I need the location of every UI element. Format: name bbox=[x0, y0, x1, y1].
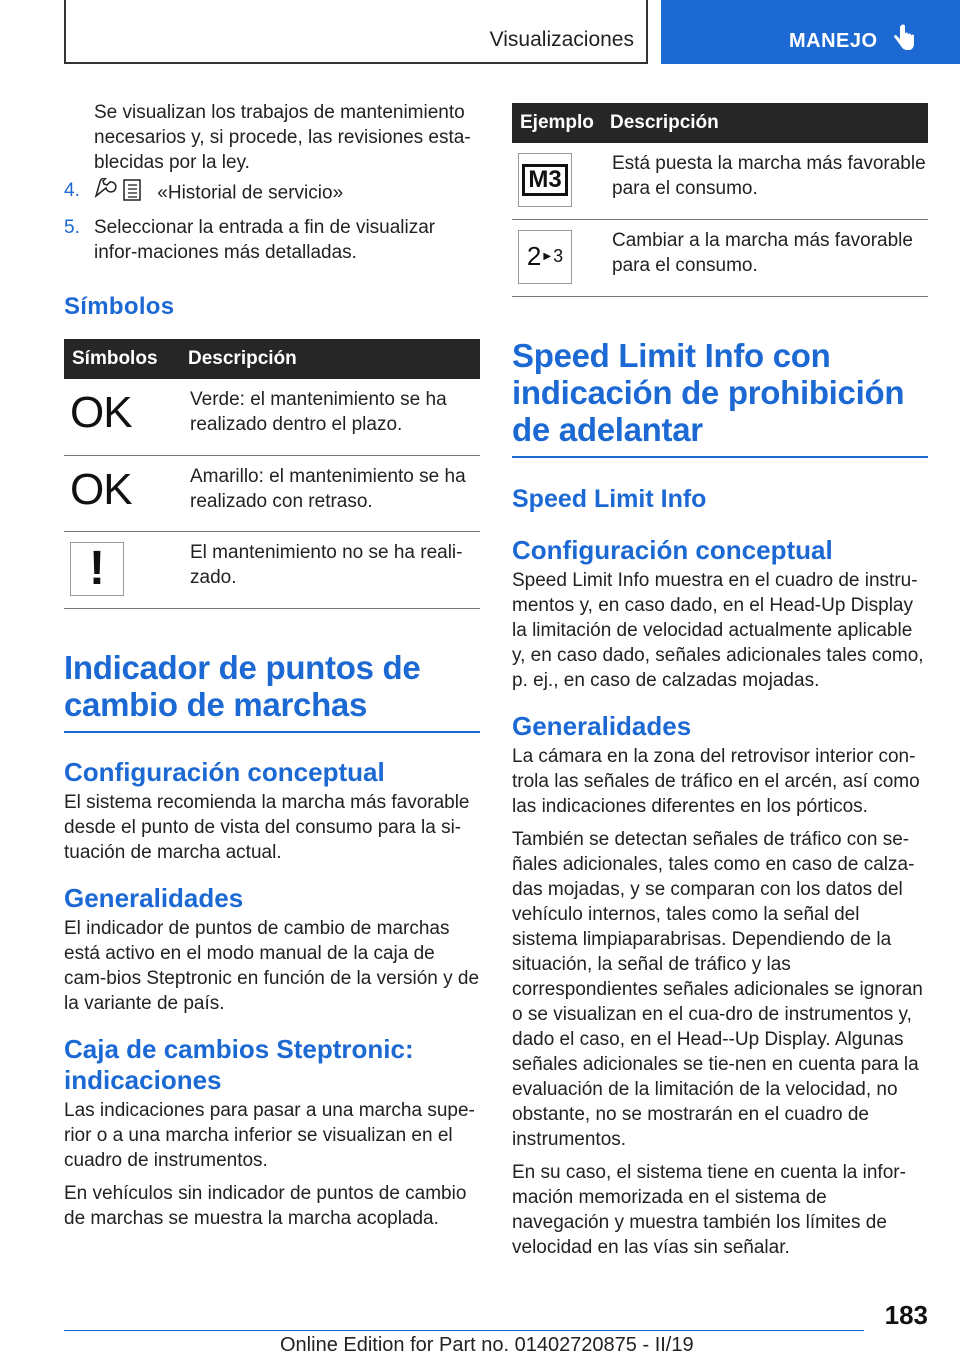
gear-m3-icon bbox=[518, 153, 572, 207]
page-number: 183 bbox=[884, 1300, 928, 1330]
section-title-block bbox=[64, 649, 480, 733]
table-row bbox=[64, 379, 480, 455]
hand-pointer-icon bbox=[893, 24, 915, 57]
gear-shift-icon bbox=[518, 230, 572, 284]
example-description: Está puesta la marcha más favorable para el consumo. bbox=[602, 143, 928, 219]
general-text: El indicador de puntos de cambio de marchas está activo en el modo manual de la caja de cam-bios Steptronic en función de la versión y de la variante de país. bbox=[64, 917, 480, 1014]
symbols-heading: Símbolos bbox=[64, 293, 175, 320]
section-title: Speed Limit Info con indicación de prohibición de adelantar bbox=[512, 336, 905, 448]
description-col-header: Descripción bbox=[180, 339, 480, 379]
step-4 bbox=[64, 178, 480, 209]
step-number: 4. bbox=[64, 180, 80, 201]
general-heading: Generalidades bbox=[512, 710, 692, 741]
general-heading: Generalidades bbox=[64, 882, 244, 913]
target-gear: 3 bbox=[553, 246, 564, 266]
ok-green-icon: OK bbox=[70, 388, 132, 437]
header-chapter-label: MANEJO bbox=[789, 30, 878, 52]
wrench-book-icon bbox=[94, 178, 152, 209]
concept-text: El sistema recomienda la marcha más favorable desde el punto de vista del consumo para la si-tuación de marcha actual. bbox=[64, 791, 470, 863]
description-col-header: Descripción bbox=[602, 103, 928, 143]
general-text-2: También se detectan señales de tráfico con se-ñales adicionales, tales como en caso de calza-das mojadas, y se comparan con los datos del vehículo internos, tales como la señal del sistema limpiaparabrisas. Dependiendo de la situación, la señal de tráfico y las correspondientes señales adicionales se ignoran o se visualizan en el cua-dro de instrumentos y, dado el caso, en el Head--Up Display. Algunas señales adicionales se tie-nen en cuenta para la evaluación de la limitación de la velocidad, no obstante, no se mostrarán en el cuadro de instrumentos. bbox=[512, 828, 923, 1150]
header-chapter-tab[interactable] bbox=[661, 0, 960, 64]
symbols-table bbox=[64, 339, 480, 609]
table-row bbox=[64, 455, 480, 531]
symbols-col-header: Símbolos bbox=[64, 339, 180, 379]
right-column bbox=[512, 103, 928, 1260]
current-gear: 2 bbox=[526, 241, 542, 271]
general-text-1: La cámara en la zona del retrovisor interior con-trola las señales de tráfico en el arcén, así como las indicaciones diferentes en los pórticos. bbox=[512, 745, 920, 817]
step-5 bbox=[64, 215, 480, 265]
general-text-3: En su caso, el sistema tiene en cuenta la infor-mación memorizada en el sistema de navegación y muestra también los límites de velocidad en las vías sin señalar. bbox=[512, 1161, 906, 1258]
left-column bbox=[64, 100, 480, 1231]
section-title: Indicador de puntos de cambio de marchas bbox=[64, 648, 421, 723]
footer-edition: Online Edition for Part no. 01402720875 - II/19 bbox=[280, 1334, 694, 1356]
symbol-description: Amarillo: el mantenimiento se ha realizado con retraso. bbox=[180, 455, 480, 531]
header-section-box bbox=[64, 0, 648, 64]
symbol-description: El mantenimiento no se ha reali-zado. bbox=[180, 531, 480, 608]
gear-m3-label: M3 bbox=[522, 164, 567, 196]
concept-heading: Configuración conceptual bbox=[512, 534, 833, 565]
ok-yellow-icon: OK bbox=[70, 464, 132, 514]
symbol-description: Verde: el mantenimiento se ha realizado dentro el plazo. bbox=[180, 379, 480, 455]
exclamation-icon: ! bbox=[70, 542, 124, 596]
table-row bbox=[64, 531, 480, 608]
step-number: 5. bbox=[64, 217, 80, 238]
steptronic-text-1: Las indicaciones para pasar a una marcha supe-rior o a una marcha inferior se visualizan en el cuadro de instrumentos. bbox=[64, 1099, 475, 1171]
footer-divider bbox=[64, 1330, 864, 1331]
arrow-right-icon: ▶ bbox=[543, 251, 552, 262]
intro-text: Se visualizan los trabajos de mantenimiento necesarios y, si procede, las revisiones esta-blecidas por la ley. bbox=[94, 102, 471, 173]
section-title-block bbox=[512, 337, 928, 458]
concept-heading: Configuración conceptual bbox=[64, 756, 385, 787]
steptronic-text-2: En vehículos sin indicador de puntos de cambio de marchas se muestra la marcha acoplada. bbox=[64, 1182, 467, 1229]
subsection-title: Speed Limit Info bbox=[512, 484, 707, 513]
concept-text: Speed Limit Info muestra en el cuadro de instru-mentos y, en caso dado, en el Head-Up Display la limitación de velocidad actualmente aplicable y, en caso dado, señales adicionales tales como, p. ej., en caso de calzadas mojadas. bbox=[512, 569, 924, 691]
example-col-header: Ejemplo bbox=[512, 103, 602, 143]
header-section-title: Visualizaciones bbox=[489, 28, 634, 51]
table-row bbox=[512, 143, 928, 219]
table-row bbox=[512, 219, 928, 296]
step-text: Seleccionar la entrada a fin de visualizar infor-maciones más detalladas. bbox=[94, 217, 436, 263]
example-description: Cambiar a la marcha más favorable para el consumo. bbox=[602, 219, 928, 296]
example-table bbox=[512, 103, 928, 297]
step-text: «Historial de servicio» bbox=[157, 182, 344, 204]
steptronic-heading: Caja de cambios Steptronic: indicaciones bbox=[64, 1033, 414, 1095]
